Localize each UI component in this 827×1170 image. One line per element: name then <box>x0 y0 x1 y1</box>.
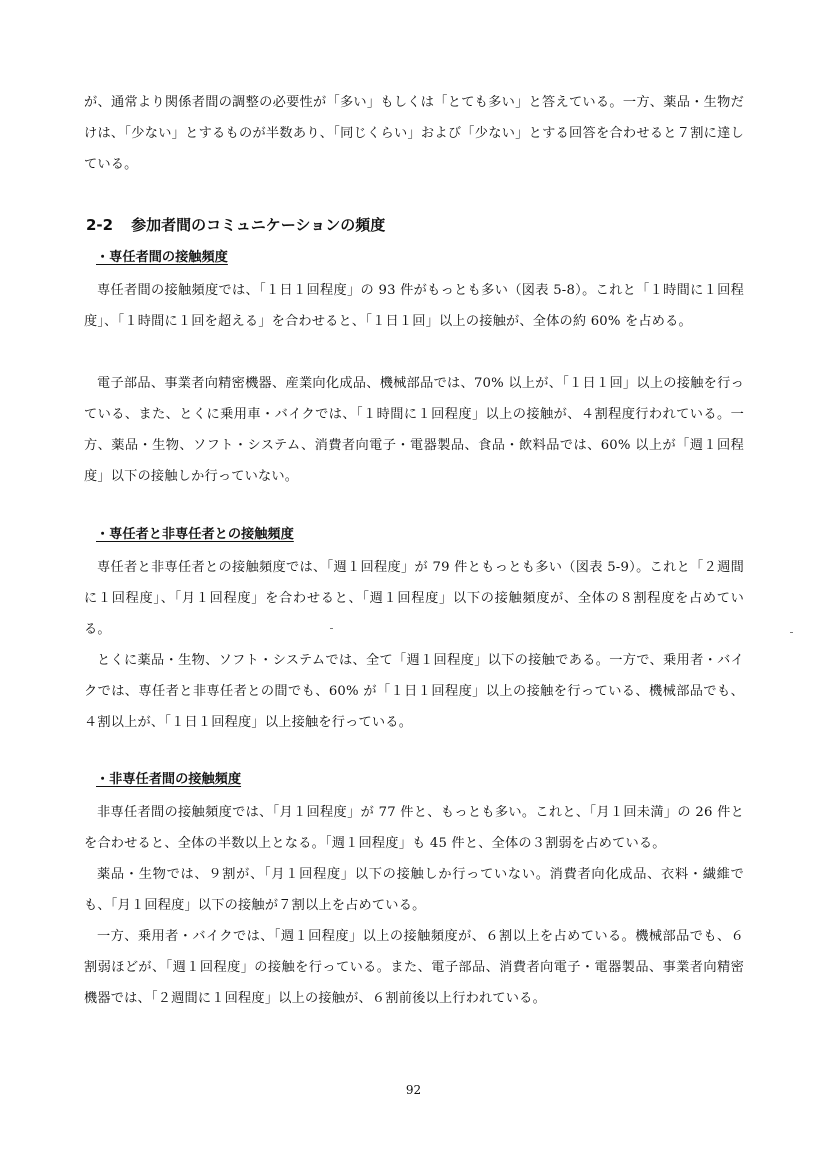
part-time-contact-paragraph-2: 薬品・生物では、９割が、「月１回程度」以下の接触しか行っていない。消費者向化成品、衣料・繊維でも、「月１回程度」以下の接触が７割以上を占めている。 <box>84 867 744 913</box>
section-heading <box>86 210 385 240</box>
subheading-part-time-contact: ・非専任者間の接触頻度 <box>96 772 242 787</box>
page-number: 92 <box>405 1083 422 1097</box>
scan-speck <box>790 632 793 633</box>
section-number: 2-2 <box>86 216 114 234</box>
full-time-part-time-paragraph-2: とくに薬品・生物、ソフト・システムでは、全て「週１回程度」以下の接触である。一方で、乗用者・バイクでは、専任者と非専任者との間でも、60% が「１日１回程度」以上の接触を行っている、機械部品でも、４割以上が、「１日１回程度」以上接触を行っている。 <box>84 653 744 730</box>
subheading-full-time-part-time-contact: ・専任者と非専任者との接触頻度 <box>96 527 294 542</box>
intro-paragraph: が、通常より関係者間の調整の必要性が「多い」もしくは「とても多い」と答えている。一方、薬品・生物だけは、「少ない」とするものが半数あり、「同じくらい」および「少ない」とする回答を合わせると７割に達している。 <box>84 95 744 172</box>
part-time-contact-paragraph-1: 非専任者間の接触頻度では、「月１回程度」が 77 件と、もっとも多い。これと、「月１回未満」の 26 件とを合わせると、全体の半数以上となる。「週１回程度」も 45 件と、全体の３割弱を占めている。 <box>84 805 744 851</box>
subheading-full-time-contact: ・専任者間の接触頻度 <box>96 250 228 265</box>
full-time-contact-paragraph-1: 専任者間の接触頻度では、「１日１回程度」の 93 件がもっとも多い（図表 5-8）。これと「１時間に１回程度」、「１時間に１回を超える」を合わせると、「１日１回」以上の接触が、全体の約 60% を占める。 <box>84 283 744 329</box>
full-time-part-time-paragraph-1: 専任者と非専任者との接触頻度では、「週１回程度」が 79 件ともっとも多い（図表 5-9）。これと「２週間に１回程度」、「月１回程度」を合わせると、「週１回程度」以下の接触頻度が、全体の８割程度を占めている。 <box>84 560 744 637</box>
part-time-contact-paragraph-3: 一方、乗用者・バイクでは、「週１回程度」以上の接触頻度が、６割以上を占めている。機械部品でも、６割弱ほどが、「週１回程度」の接触を行っている。また、電子部品、消費者向電子・電器製品、事業者向精密機器では、「２週間に１回程度」以上の接触が、６割前後以上行われている。 <box>84 929 744 1006</box>
full-time-contact-paragraph-2: 電子部品、事業者向精密機器、産業向化成品、機械部品では、70% 以上が、「１日１回」以上の接触を行っている、また、とくに乗用車・バイクでは、「１時間に１回程度」以上の接触が、４割程度行われている。一方、薬品・生物、ソフト・システム、消費者向電子・電器製品、食品・飲料品では、60% 以上が「週１回程度」以下の接触しか行っていない。 <box>84 376 744 484</box>
scan-speck <box>330 628 333 629</box>
section-title: 参加者間のコミュニケーションの頻度 <box>131 216 386 234</box>
